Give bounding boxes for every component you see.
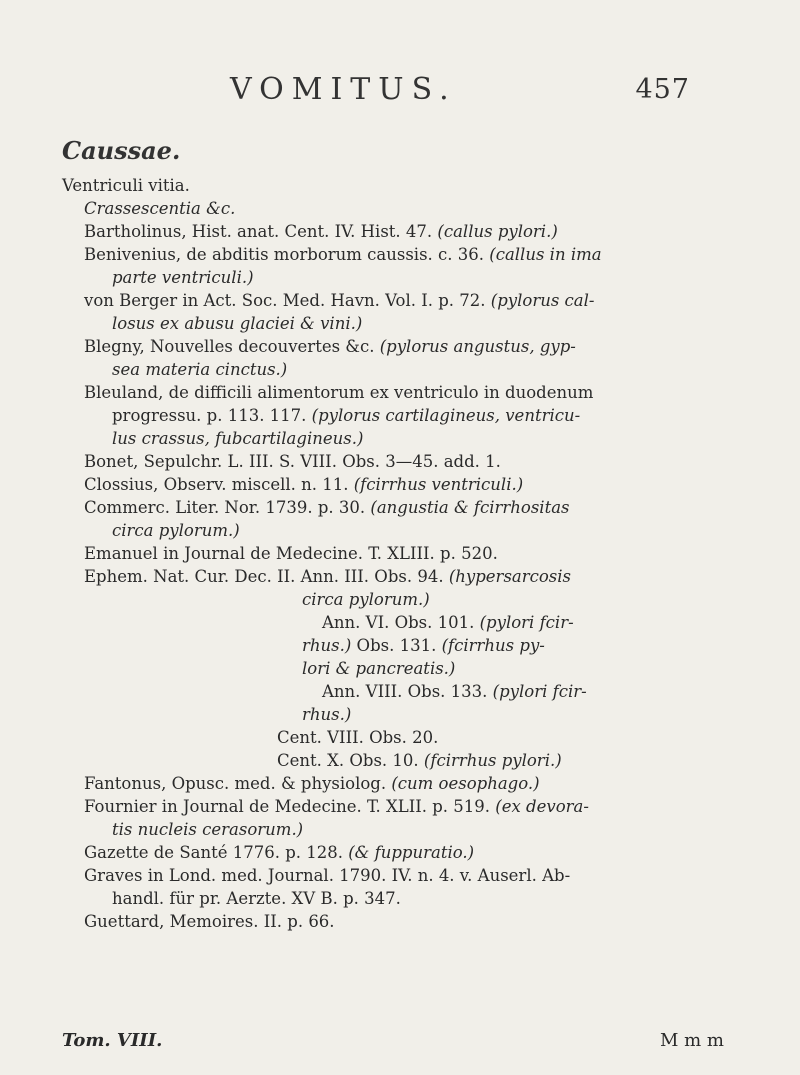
entry-ephem-ann6-cont2: lori & pancreatis.) (302, 659, 456, 678)
entry-graves-cont: handl. für pr. Aerzte. XV B. p. 347. (112, 889, 401, 908)
header-title: VOMITUS. (230, 72, 457, 107)
entry-graves: Graves in Lond. med. Journal. 1790. IV. n. 4. v. Auserl. Ab- (84, 866, 571, 885)
entry-gazette: Gazette de Santé 1776. p. 128. (& fuppuratio.) (84, 843, 475, 862)
entry-ephem-cont: circa pylorum.) (302, 590, 430, 609)
entry-fantonus: Fantonus, Opusc. med. & physiolog. (cum oesophago.) (84, 774, 540, 793)
page-footer (62, 1030, 724, 1051)
entry-commerc-cont: circa pylorum.) (112, 521, 240, 540)
entry-blegny-cont: sea materia cinctus.) (112, 360, 288, 379)
entry-bartholinus: Bartholinus, Hist. anat. Cent. IV. Hist. 47. (callus pylori.) (84, 222, 558, 241)
entry-ephem: Ephem. Nat. Cur. Dec. II. Ann. III. Obs. 94. (hypersarcosis (84, 567, 572, 586)
entry-ephem-ann8: Ann. VIII. Obs. 133. (pylori fcir- (322, 682, 587, 701)
entry-ephem-ann8-cont: rhus.) (302, 705, 352, 724)
entry-ephem-ann6-cont: rhus.) Obs. 131. (fcirrhus py- (302, 636, 545, 655)
volume-mark: Tom. VIII. (62, 1030, 163, 1051)
entry-berger: von Berger in Act. Soc. Med. Havn. Vol. I. p. 72. (pylorus cal- (84, 291, 595, 310)
entry-commerc: Commerc. Liter. Nor. 1739. p. 30. (angustia & fcirrhositas (84, 498, 570, 517)
entry-benivenius: Benivenius, de abditis morborum caussis. c. 36. (callus in ima (84, 245, 602, 264)
entry-bonet: Bonet, Sepulchr. L. III. S. VIII. Obs. 3—45. add. 1. (84, 452, 501, 471)
entry-bleuland: Bleuland, de difficili alimentorum ex ventriculo in duodenum (84, 383, 594, 402)
running-header (230, 72, 690, 107)
entry-blegny: Blegny, Nouvelles decouvertes &c. (pylorus angustus, gyp- (84, 337, 576, 356)
section-title: Caussae. (62, 136, 181, 165)
bibliography-list (62, 174, 767, 933)
entry-fournier: Fournier in Journal de Medecine. T. XLII. p. 519. (ex devora- (84, 797, 589, 816)
entry-clossius: Clossius, Observ. miscell. n. 11. (fcirrhus ventriculi.) (84, 475, 524, 494)
page-number: 457 (635, 74, 690, 105)
entry-ephem-cent8: Cent. VIII. Obs. 20. (277, 728, 439, 747)
entry-ephem-cent10: Cent. X. Obs. 10. (fcirrhus pylori.) (277, 751, 562, 770)
signature-mark: M m m (659, 1030, 724, 1051)
entry-ephem-ann6: Ann. VI. Obs. 101. (pylori fcir- (322, 613, 574, 632)
entry-bleuland-cont: progressu. p. 113. 117. (pylorus cartilagineus, ventricu- (112, 406, 581, 425)
subheading: Ventriculi vitia. (62, 176, 190, 195)
entry-benivenius-cont: parte ventriculi.) (112, 268, 254, 287)
entry-fournier-cont: tis nucleis cerasorum.) (112, 820, 304, 839)
entry-emanuel: Emanuel in Journal de Medecine. T. XLIII. p. 520. (84, 544, 498, 563)
subsubheading: Crassescentia &c. (84, 199, 236, 218)
entry-bleuland-cont2: lus crassus, fubcartilagineus.) (112, 429, 364, 448)
entry-guettard: Guettard, Memoires. II. p. 66. (84, 912, 335, 931)
entry-berger-cont: losus ex abusu glaciei & vini.) (112, 314, 363, 333)
